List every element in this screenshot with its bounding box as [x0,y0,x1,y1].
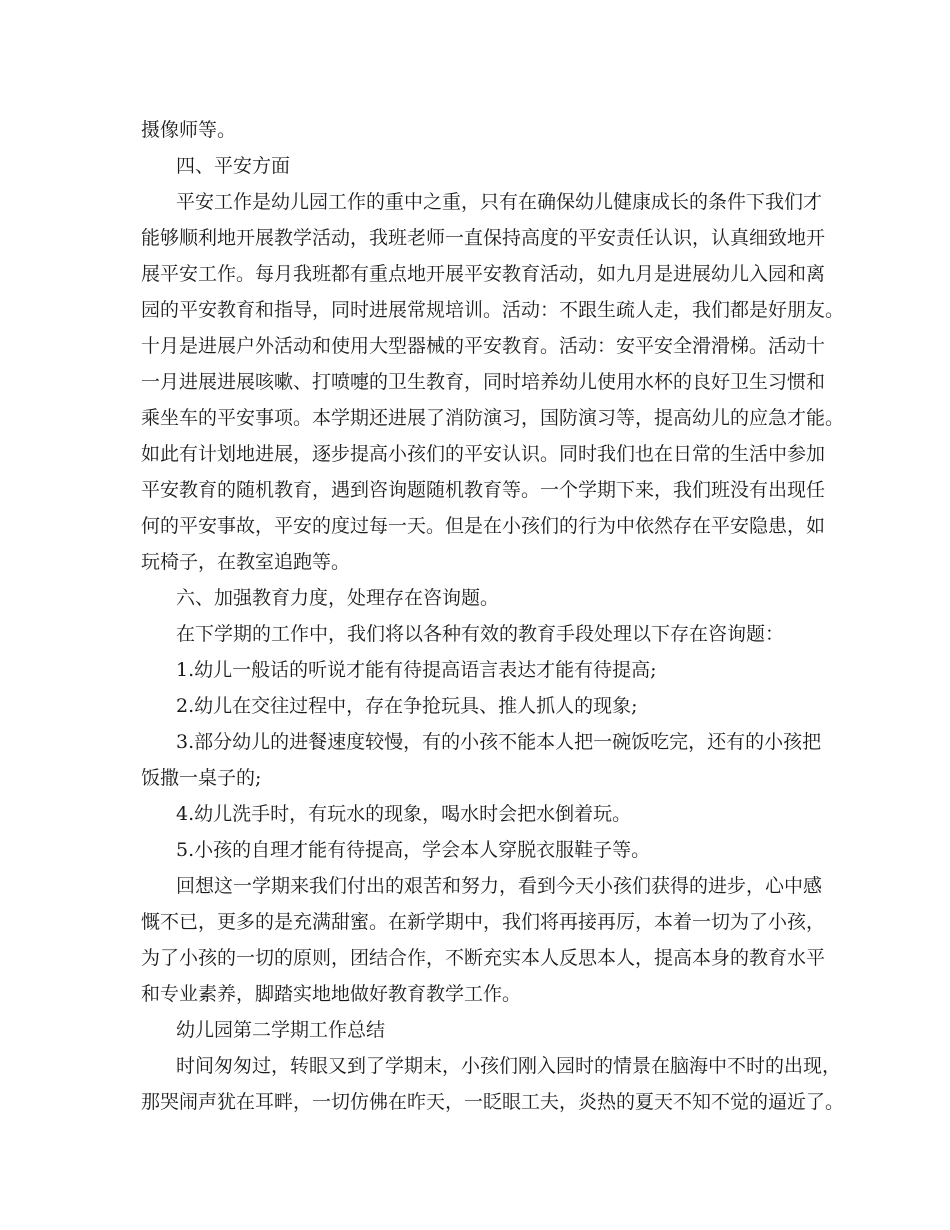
text-line: 展平安工作。每月我班都有重点地开展平安教育活动，如九月是进展幼儿入园和离 [141,263,826,285]
section-heading: 四、平安方面 [176,155,291,177]
text-line: 为了小孩的一切的原则，团结合作，不断充实本人反思本人，提高本身的教育水平 [141,947,826,969]
text-line: 十月是进展户外活动和使用大型器械的平安教育。活动：安平安全滑滑梯。活动十 [141,335,826,357]
section-heading: 幼儿园第二学期工作总结 [176,1019,386,1041]
list-item: 4.幼儿洗手时，有玩水的现象，喝水时会把水倒着玩。 [176,803,632,825]
list-item: 2.幼儿在交往过程中，存在争抢玩具、推人抓人的现象; [176,695,638,717]
text-line: 在下学期的工作中，我们将以各种有效的教育手段处理以下存在咨询题： [176,623,785,645]
text-line: 园的平安教育和指导，同时进展常规培训。活动：不跟生疏人走，我们都是好朋友。 [141,299,845,321]
text-line: 何的平安事故，平安的度过每一天。但是在小孩们的行为中依然存在平安隐患，如 [141,515,826,537]
list-item: 1.幼儿一般话的听说才能有待提高语言表达才能有待提高; [176,659,657,681]
text-line: 玩椅子，在教室追跑等。 [141,551,351,573]
text-line: 时间匆匆过，转眼又到了学期末，小孩们刚入园时的情景在脑海中不时的出现， [176,1055,842,1077]
text-line: 平安教育的随机教育，遇到咨询题随机教育等。一个学期下来，我们班没有出现任 [141,479,826,501]
text-line: 乘坐车的平安事项。本学期还进展了消防演习，国防演习等，提高幼儿的应急才能。 [141,407,845,429]
text-line: 和专业素养，脚踏实地地做好教育教学工作。 [141,983,522,1005]
text-line: 如此有计划地进展，逐步提高小孩们的平安认识。同时我们也在日常的生活中参加 [141,443,826,465]
text-line: 饭撒一桌子的; [141,767,262,789]
text-line: 能够顺利地开展教学活动，我班老师一直保持高度的平安责任认识，认真细致地开 [141,227,826,249]
text-line: 那哭闹声犹在耳畔，一切仿佛在昨天，一眨眼工夫，炎热的夏天不知不觉的逼近了。 [141,1091,845,1113]
text-line: 一月进展进展咳嗽、打喷嚏的卫生教育，同时培养幼儿使用水杯的良好卫生习惯和 [141,371,826,393]
text-line: 平安工作是幼儿园工作的重中之重，只有在确保幼儿健康成长的条件下我们才 [176,191,823,213]
section-heading: 六、加强教育力度，处理存在咨询题。 [176,587,500,609]
text-line: 慨不已，更多的是充满甜蜜。在新学期中，我们将再接再厉，本着一切为了小孩， [141,911,826,933]
list-item: 5.小孩的自理才能有待提高，学会本人穿脱衣服鞋子等。 [176,839,651,861]
list-item: 3.部分幼儿的进餐速度较慢，有的小孩不能本人把一碗饭吃完，还有的小孩把 [176,731,822,753]
text-line: 摄像师等。 [141,119,237,141]
text-line: 回想这一学期来我们付出的艰苦和努力，看到今天小孩们获得的进步，心中感 [176,875,823,897]
